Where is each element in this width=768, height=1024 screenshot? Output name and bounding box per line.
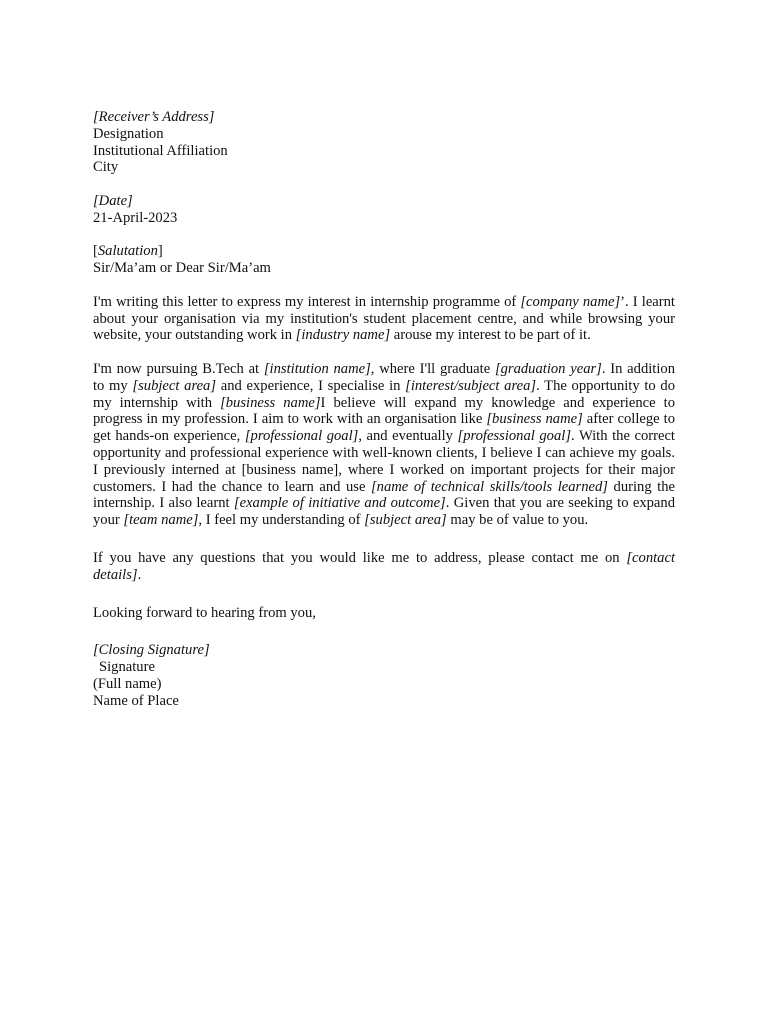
receiver-address-block	[93, 109, 675, 176]
paragraph-text: after college to get hands-on experience,	[93, 411, 675, 445]
paragraph-text: may be of value to you.	[446, 512, 589, 529]
paragraph-text: and experience, I specialise in	[216, 377, 406, 394]
paragraph-text: If you have any questions that you would like me to address, please contact me on	[93, 549, 627, 566]
paragraph-contact	[93, 550, 675, 584]
letter-page	[93, 109, 675, 710]
placeholder-company-name: [company name]	[520, 293, 621, 310]
salutation-heading-line	[93, 243, 675, 260]
placeholder-contact-details: [contact details]	[93, 549, 675, 583]
receiver-affiliation: Institutional Affiliation	[93, 142, 228, 159]
salutation-close-bracket: ]	[157, 243, 163, 260]
closing-signature-block	[93, 642, 675, 709]
full-name: (Full name)	[93, 675, 162, 692]
date-value: 21-April-2023	[93, 209, 178, 226]
paragraph-background	[93, 361, 675, 529]
salutation-open-bracket: [	[93, 243, 98, 260]
date-block	[93, 193, 675, 227]
salutation-heading: Salutation	[97, 243, 158, 260]
placeholder-technical-skills: [name of technical skills/tools learned]	[371, 478, 608, 495]
placeholder-professional-goal: [professional goal]	[244, 428, 359, 445]
paragraph-text: arouse my interest to be part of it.	[390, 327, 591, 344]
paragraph-text: I'm writing this letter to express my interest in internship programme of	[93, 293, 521, 310]
paragraph-text: ’. I learnt about your organisation via my institution's student placement centre, and while browsing your website, your outstanding work in	[93, 293, 675, 344]
placeholder-team-name: [team name]	[123, 512, 199, 529]
paragraph-text: where I'll graduate	[374, 360, 495, 377]
placeholder-business-name: [business name]	[486, 411, 583, 428]
paragraph-text: .	[137, 566, 142, 583]
receiver-address-heading: [Receiver’s Address]	[93, 109, 215, 125]
placeholder-professional-goal: [professional goal]	[457, 428, 571, 445]
paragraph-text: I'm now pursuing B.Tech at	[93, 360, 264, 377]
placeholder-interest-subject-area: [interest/subject area]	[405, 377, 537, 394]
paragraph-text: during the internship. I also learnt	[93, 478, 675, 512]
closing-line: Looking forward to hearing from you,	[93, 604, 316, 621]
signature: Signature	[99, 659, 155, 676]
placeholder-subject-area: [subject area]	[132, 377, 217, 394]
paragraph-interest	[93, 294, 675, 344]
paragraph-text: . Given that you are seeking to expand your	[93, 495, 675, 529]
closing-signature-heading: [Closing Signature]	[93, 642, 210, 659]
receiver-city: City	[93, 159, 119, 176]
paragraph-text: , I feel my understanding of	[198, 512, 365, 529]
placeholder-subject-area: [subject area]	[364, 512, 447, 529]
placeholder-industry-name: [industry name]	[295, 327, 391, 344]
placeholder-institution-name: [institution name],	[263, 360, 375, 377]
paragraph-text: . With the correct opportunity and professional experience with well-known clients, I believe I can achieve my goals. I previously interned at [business name], where I worked on important projects for their major customers. I had the chance to learn and use	[93, 428, 675, 495]
place-name: Name of Place	[93, 692, 179, 709]
receiver-designation: Designation	[93, 125, 164, 142]
salutation-value: Sir/Ma’am or Dear Sir/Ma’am	[93, 260, 271, 277]
paragraph-text: I believe will expand my knowledge and experience to progress in my profession. I aim to work with an organisation like	[93, 394, 675, 428]
salutation-block	[93, 243, 675, 277]
paragraph-text: . The opportunity to do my internship with	[93, 377, 676, 411]
placeholder-graduation-year: [graduation year]	[494, 360, 602, 377]
placeholder-initiative-outcome: [example of initiative and outcome]	[233, 495, 446, 512]
paragraph-text: . In addition to my	[93, 360, 675, 394]
date-heading: [Date]	[93, 192, 133, 209]
placeholder-business-name: [business name]	[220, 394, 321, 411]
paragraph-text: , and eventually	[358, 428, 458, 445]
